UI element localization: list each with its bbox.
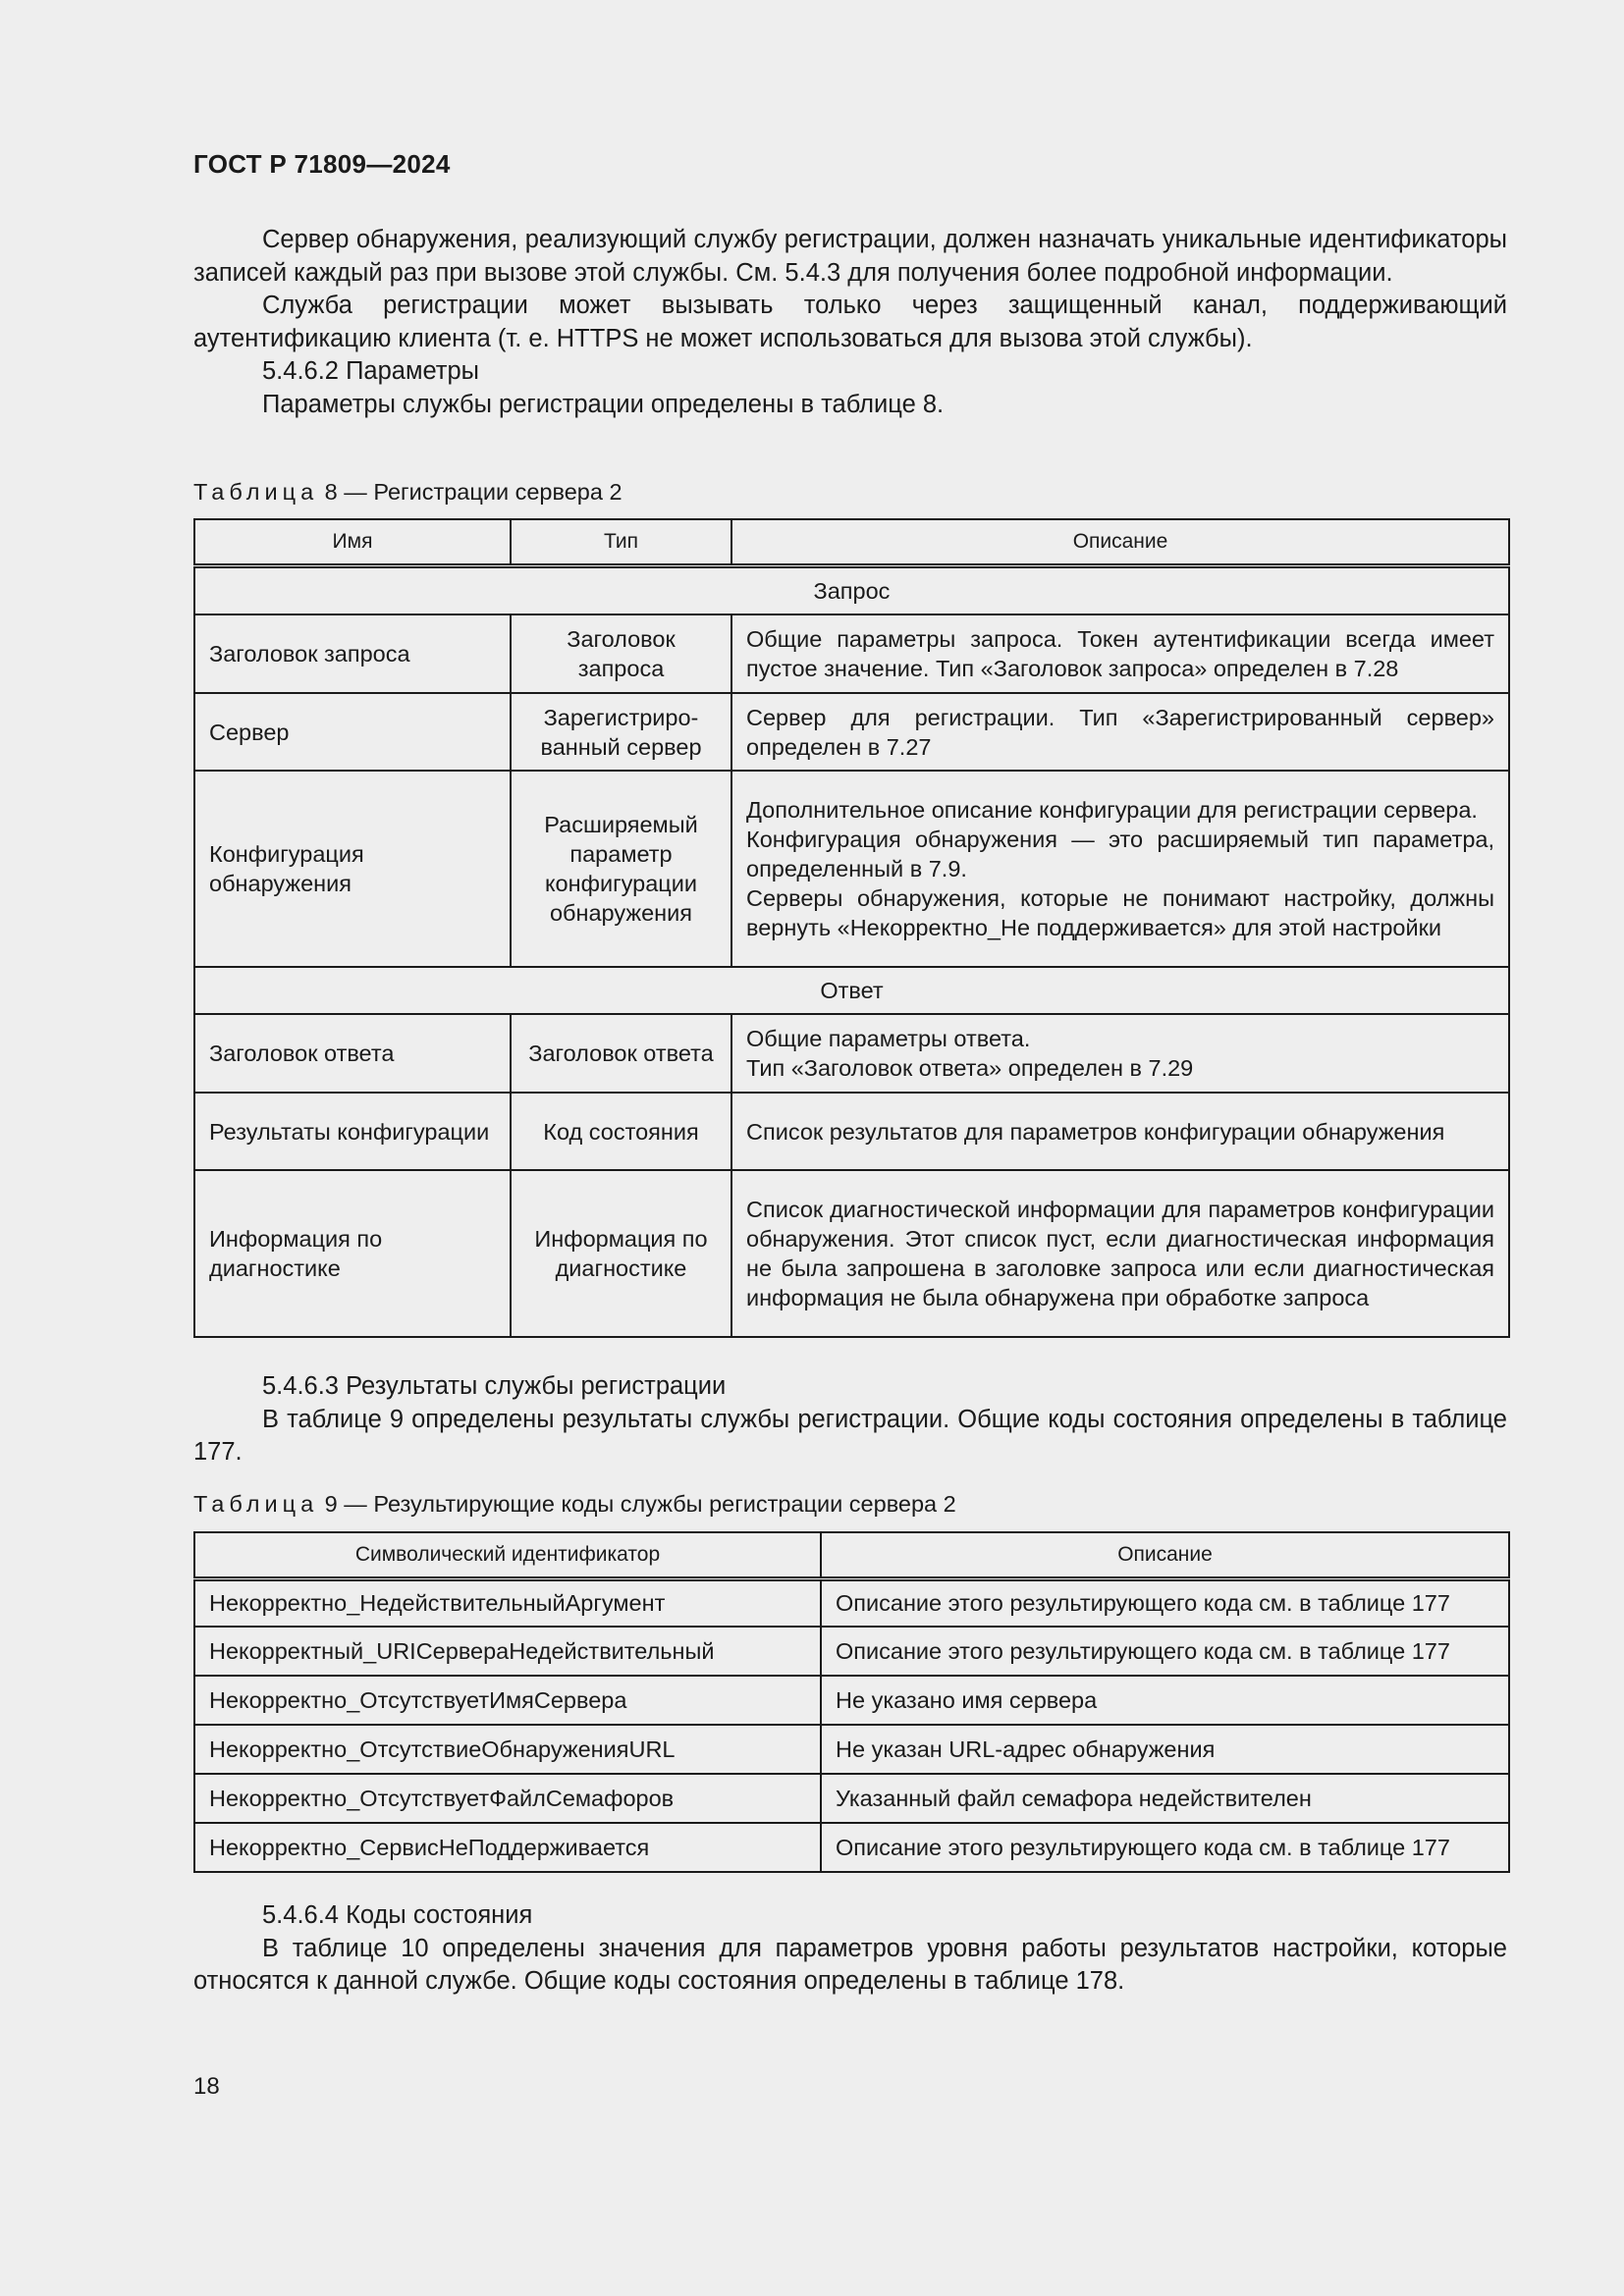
status-code-description: Указанный файл семафора недействителен (821, 1774, 1509, 1823)
param-type: Код состояния (511, 1093, 731, 1170)
status-code-id: Некорректно_НедействительныйАргумент (194, 1579, 821, 1627)
status-code-id: Некорректно_ОтсутствуетФайлСемафоров (194, 1774, 821, 1823)
param-description: Сервер для регистрации. Тип «Зарегистрированный сервер» определен в 7.27 (731, 693, 1509, 771)
status-code-id: Некорректно_ОтсутствиеОбнаруженияURL (194, 1725, 821, 1774)
param-type: Заголовок ответа (511, 1014, 731, 1093)
param-description: Список результатов для параметров конфигурации обнаружения (731, 1093, 1509, 1170)
section-row (194, 967, 1509, 1014)
param-name: Заголовок запроса (194, 614, 511, 693)
param-name: Информация по диагностике (194, 1170, 511, 1337)
status-code-description: Не указано имя сервера (821, 1676, 1509, 1725)
caption-word: Таблица (193, 479, 319, 505)
section-heading: 5.4.6.4 Коды состояния (262, 1901, 533, 1929)
paragraph: Служба регистрации может вызывать только через защищенный канал, поддерживающий аутентификацию клиента (т. е. HTTPS не может использоваться для вызова этой службы). (193, 292, 1507, 352)
table-row (194, 693, 1509, 771)
page-number: 18 (193, 2073, 220, 2100)
paragraph: Параметры службы регистрации определены в таблице 8. (262, 390, 945, 418)
document-code: ГОСТ Р 71809—2024 (193, 149, 451, 179)
section-label: Запрос (194, 566, 1509, 615)
param-type: Зарегистриро-ванный сервер (511, 693, 731, 771)
paragraph: В таблице 9 определены результаты службы регистрации. Общие коды состояния определены в таблице 177. (193, 1405, 1507, 1466)
param-name: Конфигурация обнаружения (194, 771, 511, 967)
paragraph: В таблице 10 определены значения для параметров уровня работы результатов настройки, которые относятся к данной службе. Общие коды состояния определены в таблице 178. (193, 1934, 1507, 1995)
table-row (194, 1627, 1509, 1676)
description-line: Серверы обнаружения, которые не понимают настройку, должны вернуть «Некорректно_Не поддерживается» для этой настройки (746, 885, 1494, 940)
mid-text (193, 1370, 1507, 1469)
status-code-id: Некорректно_СервисНеПоддерживается (194, 1823, 821, 1872)
param-type: Заголовок запроса (511, 614, 731, 693)
table-row (194, 1170, 1509, 1337)
table-row (194, 1676, 1509, 1725)
column-header: Описание (821, 1532, 1509, 1579)
param-description (731, 771, 1509, 967)
table9-caption (193, 1489, 956, 1519)
status-code-description: Не указан URL-адрес обнаружения (821, 1725, 1509, 1774)
section-label: Ответ (194, 967, 1509, 1014)
column-header: Тип (511, 519, 731, 566)
param-type: Информация по диагностике (511, 1170, 731, 1337)
param-description: Список диагностической информации для параметров конфигурации обнаружения. Этот список пуст, если диагностическая информация не была запрошена в заголовке запроса или если диагностическая информация не была обнаружена при обработке запроса (731, 1170, 1509, 1337)
section-row (194, 566, 1509, 615)
table-9 (193, 1531, 1510, 1873)
caption-title: 9 — Результирующие коды службы регистрации сервера 2 (318, 1491, 956, 1517)
table-row (194, 1579, 1509, 1627)
param-name: Результаты конфигурации (194, 1093, 511, 1170)
table-row (194, 614, 1509, 693)
description-line: Конфигурация обнаружения — это расширяемый тип параметра, определенный в 7.9. (746, 827, 1494, 881)
table-row (194, 1823, 1509, 1872)
caption-word: Таблица (193, 1491, 319, 1517)
section-heading: 5.4.6.2 Параметры (262, 357, 479, 385)
table-row (194, 1093, 1509, 1170)
column-header: Символический идентификатор (194, 1532, 821, 1579)
param-type: Расширяемый параметр конфигурации обнаружения (511, 771, 731, 967)
status-code-description: Описание этого результирующего кода см. в таблице 177 (821, 1627, 1509, 1676)
status-code-description: Описание этого результирующего кода см. в таблице 177 (821, 1823, 1509, 1872)
table-8 (193, 518, 1510, 1338)
paragraph: Сервер обнаружения, реализующий службу регистрации, должен назначать уникальные идентификаторы записей каждый раз при вызове этой службы. См. 5.4.3 для получения более подробной информации. (193, 226, 1507, 287)
param-description (731, 1014, 1509, 1093)
param-description: Общие параметры запроса. Токен аутентификации всегда имеет пустое значение. Тип «Заголовок запроса» определен в 7.28 (731, 614, 1509, 693)
table-row (194, 771, 1509, 967)
section-heading: 5.4.6.3 Результаты службы регистрации (262, 1372, 727, 1400)
table-row (194, 1774, 1509, 1823)
description-line: Общие параметры ответа. (746, 1026, 1031, 1051)
param-name: Сервер (194, 693, 511, 771)
column-header: Имя (194, 519, 511, 566)
end-text (193, 1899, 1507, 1999)
status-code-description: Описание этого результирующего кода см. в таблице 177 (821, 1579, 1509, 1627)
table-header-row (194, 1532, 1509, 1579)
description-line: Дополнительное описание конфигурации для регистрации сервера. (746, 797, 1478, 823)
param-name: Заголовок ответа (194, 1014, 511, 1093)
table8-caption (193, 477, 623, 507)
description-line: Тип «Заголовок ответа» определен в 7.29 (746, 1055, 1194, 1081)
column-header: Описание (731, 519, 1509, 566)
status-code-id: Некорректно_ОтсутствуетИмяСервера (194, 1676, 821, 1725)
caption-title: 8 — Регистрации сервера 2 (318, 479, 623, 505)
table-header-row (194, 519, 1509, 566)
intro-text (193, 224, 1507, 421)
status-code-id: Некорректный_URIСервераНедействительный (194, 1627, 821, 1676)
table-row (194, 1014, 1509, 1093)
table-row (194, 1725, 1509, 1774)
